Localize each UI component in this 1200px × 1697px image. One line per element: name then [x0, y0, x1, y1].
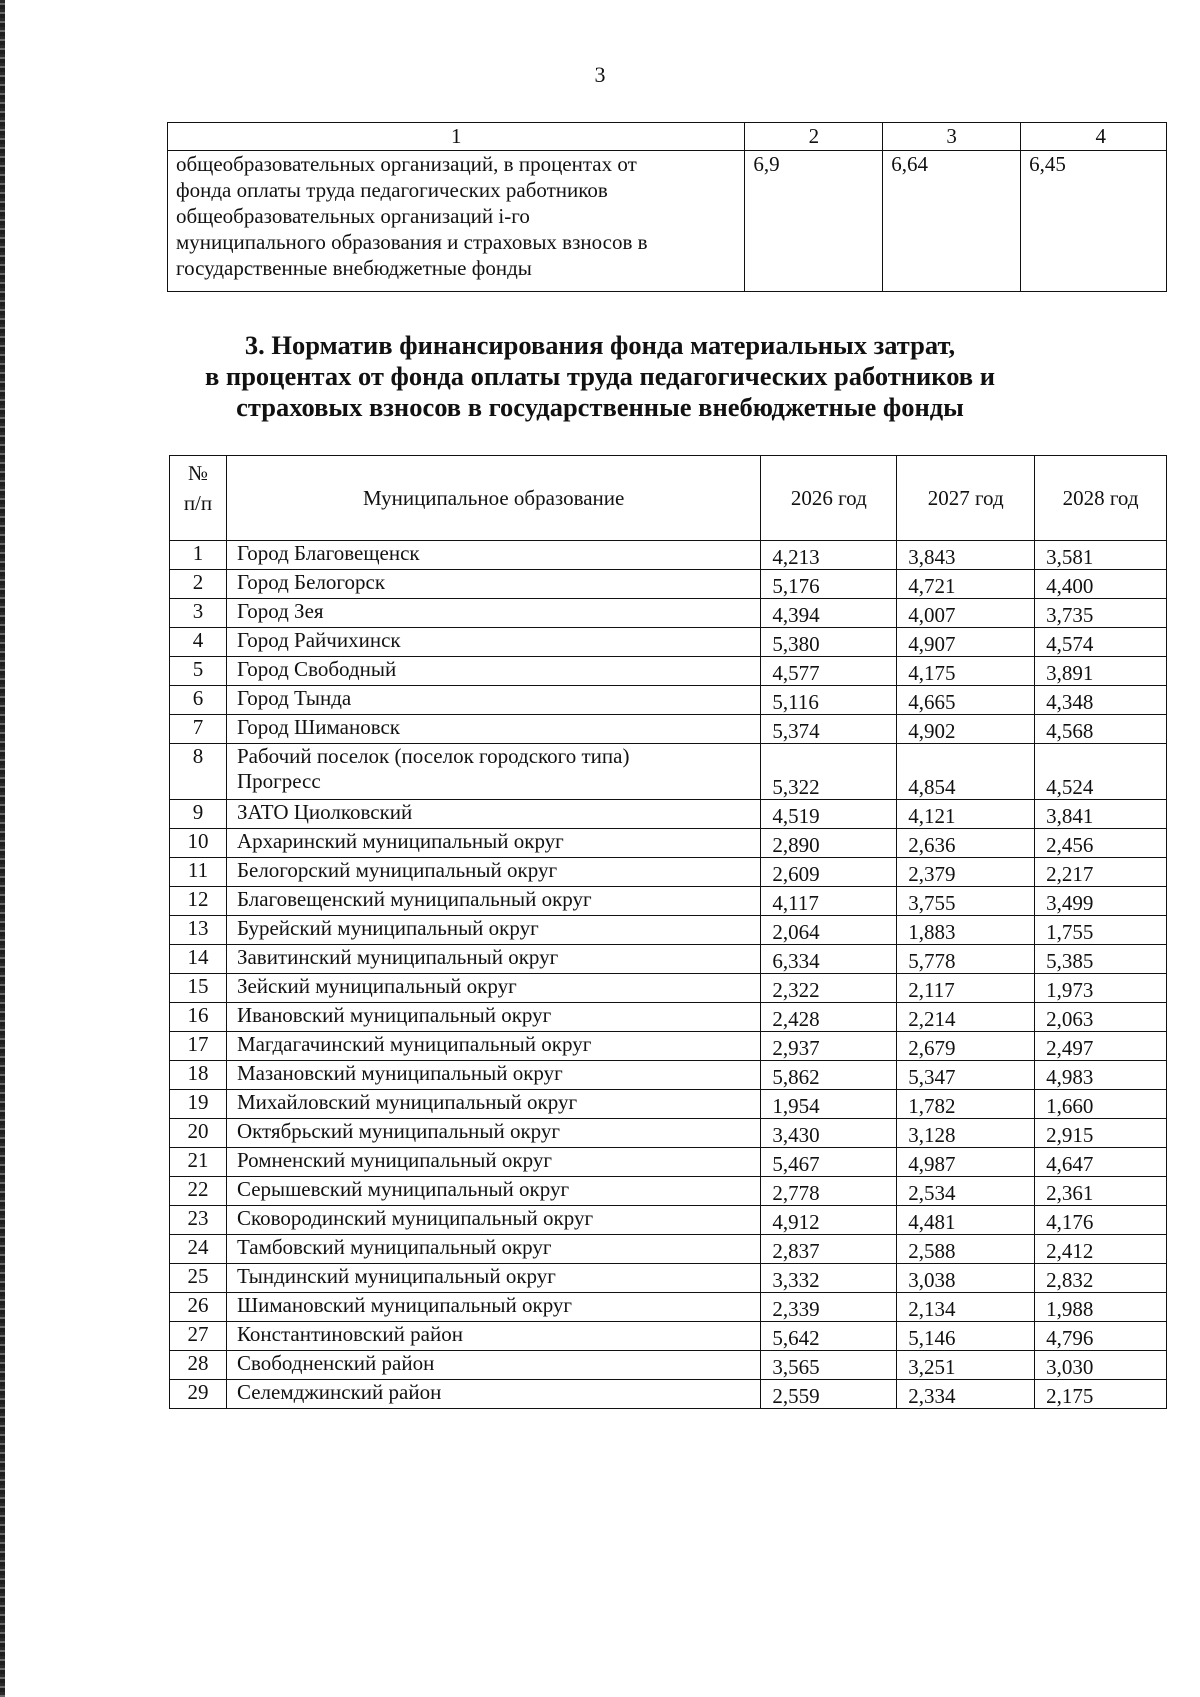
value-2027-cell: 2,588 [897, 1235, 1035, 1264]
value-2027-cell: 6,64 [883, 151, 1021, 292]
norm-table-header [170, 456, 1167, 541]
value-2026-cell: 5,380 [761, 628, 897, 657]
value-2027-cell: 2,334 [897, 1380, 1035, 1409]
continuation-table [167, 122, 1167, 292]
value-2028-cell: 4,400 [1035, 570, 1167, 599]
table-row [170, 1351, 1167, 1380]
row-number-cell: 9 [170, 800, 227, 829]
row-number-cell: 18 [170, 1061, 227, 1090]
table-row [170, 1293, 1167, 1322]
value-2027-cell: 2,214 [897, 1003, 1035, 1032]
municipality-name-line: Тамбовский муниципальный округ [236, 1235, 552, 1259]
municipality-name-cell [226, 1322, 760, 1351]
table-row [170, 1090, 1167, 1119]
table-row [170, 628, 1167, 657]
name-column-header: Муниципальное образование [226, 456, 760, 541]
municipality-name-cell [226, 1380, 760, 1409]
municipality-name-cell [226, 1206, 760, 1235]
column-number-header: 4 [1021, 123, 1167, 151]
municipality-name-cell [226, 599, 760, 628]
section-title [0, 330, 1200, 423]
table-row [170, 1177, 1167, 1206]
continuation-row [168, 151, 1167, 292]
value-2027-cell: 3,038 [897, 1264, 1035, 1293]
table-row [170, 599, 1167, 628]
municipality-name-cell [226, 541, 760, 570]
continuation-text-line: фонда оплаты труда педагогических работников [176, 178, 608, 202]
value-2028-cell: 2,361 [1035, 1177, 1167, 1206]
value-2027-cell: 4,481 [897, 1206, 1035, 1235]
value-2028-cell: 4,574 [1035, 628, 1167, 657]
value-2026-cell: 2,559 [761, 1380, 897, 1409]
municipality-name-cell [226, 1235, 760, 1264]
table-row [170, 715, 1167, 744]
number-sign-label: № [187, 461, 208, 485]
value-2027-cell: 4,721 [897, 570, 1035, 599]
value-2026-cell: 2,428 [761, 1003, 897, 1032]
table-row [170, 541, 1167, 570]
municipality-name-line: Шимановский муниципальный округ [236, 1293, 573, 1317]
value-2026-cell: 4,394 [761, 599, 897, 628]
municipality-name-line: Город Благовещенск [236, 541, 420, 565]
municipality-name-line: Город Райчихинск [236, 628, 401, 652]
table-row [170, 1380, 1167, 1409]
value-2026-cell: 3,430 [761, 1119, 897, 1148]
table-row [170, 1061, 1167, 1090]
year-2028-header: 2028 год [1035, 456, 1167, 541]
continuation-text-line: общеобразовательных организаций, в процентах от [176, 152, 637, 176]
municipality-name-cell [226, 628, 760, 657]
row-number-cell: 12 [170, 887, 227, 916]
row-number-cell: 16 [170, 1003, 227, 1032]
value-2027-cell: 3,128 [897, 1119, 1035, 1148]
value-2028-cell: 2,175 [1035, 1380, 1167, 1409]
year-2027-header: 2027 год [897, 456, 1035, 541]
row-number-cell: 29 [170, 1380, 227, 1409]
value-2028-cell: 1,988 [1035, 1293, 1167, 1322]
municipality-name-cell [226, 1293, 760, 1322]
continuation-header-row [168, 123, 1167, 151]
municipality-name-cell [226, 1003, 760, 1032]
municipality-name-cell [226, 1351, 760, 1380]
value-2028-cell: 3,499 [1035, 887, 1167, 916]
norm-table [169, 455, 1167, 1409]
table-row [170, 829, 1167, 858]
value-2027-cell: 3,251 [897, 1351, 1035, 1380]
municipality-name-line: Прогресс [236, 769, 321, 793]
value-2028-cell: 2,915 [1035, 1119, 1167, 1148]
value-2027-cell: 3,755 [897, 887, 1035, 916]
table-row [170, 686, 1167, 715]
municipality-name-cell [226, 1061, 760, 1090]
table-row [170, 1148, 1167, 1177]
row-number-cell: 13 [170, 916, 227, 945]
municipality-name-line: ЗАТО Циолковский [236, 800, 413, 824]
table-row [170, 858, 1167, 887]
table-row [170, 887, 1167, 916]
table-row [170, 800, 1167, 829]
municipality-name-line: Благовещенский муниципальный округ [236, 887, 592, 911]
municipality-name-line: Октябрьский муниципальный округ [236, 1119, 561, 1143]
municipality-name-line: Рабочий поселок (поселок городского типа) [236, 744, 630, 768]
row-number-cell: 19 [170, 1090, 227, 1119]
value-2028-cell: 4,796 [1035, 1322, 1167, 1351]
value-2026-cell: 5,116 [761, 686, 897, 715]
table-row [170, 1032, 1167, 1061]
municipality-name-cell [226, 657, 760, 686]
table-row [170, 570, 1167, 599]
row-number-cell: 24 [170, 1235, 227, 1264]
section-title-line: в процентах от фонда оплаты труда педагогических работников и [204, 361, 996, 391]
column-number-header: 2 [745, 123, 883, 151]
row-number-cell: 27 [170, 1322, 227, 1351]
value-2026-cell: 5,374 [761, 715, 897, 744]
municipality-name-cell [226, 1119, 760, 1148]
municipality-name-line: Зейский муниципальный округ [236, 974, 517, 998]
value-2028-cell: 5,385 [1035, 945, 1167, 974]
value-2026-cell: 5,176 [761, 570, 897, 599]
row-number-cell: 20 [170, 1119, 227, 1148]
municipality-name-cell [226, 916, 760, 945]
value-2026-cell: 3,565 [761, 1351, 897, 1380]
value-2027-cell: 5,146 [897, 1322, 1035, 1351]
page-number: 3 [594, 62, 606, 87]
table-row [170, 974, 1167, 1003]
municipality-name-line: Завитинский муниципальный округ [236, 945, 559, 969]
municipality-name-line: Серышевский муниципальный округ [236, 1177, 570, 1201]
value-2028-cell: 2,832 [1035, 1264, 1167, 1293]
continuation-text-line: государственные внебюджетные фонды [176, 256, 532, 280]
value-2028-cell: 4,176 [1035, 1206, 1167, 1235]
row-number-cell: 6 [170, 686, 227, 715]
column-number-header: 3 [883, 123, 1021, 151]
municipality-name-line: Свободненский район [236, 1351, 435, 1375]
value-2026-cell: 3,332 [761, 1264, 897, 1293]
row-number-cell: 22 [170, 1177, 227, 1206]
value-2026-cell: 4,117 [761, 887, 897, 916]
row-number-cell: 1 [170, 541, 227, 570]
year-2026-header: 2026 год [761, 456, 897, 541]
value-2028-cell: 3,030 [1035, 1351, 1167, 1380]
value-2026-cell: 4,912 [761, 1206, 897, 1235]
value-2027-cell: 4,121 [897, 800, 1035, 829]
row-number-cell: 26 [170, 1293, 227, 1322]
number-column-header [170, 456, 227, 541]
municipality-name-cell [226, 1177, 760, 1206]
value-2028-cell: 1,973 [1035, 974, 1167, 1003]
value-2028-cell: 4,568 [1035, 715, 1167, 744]
value-2028-cell: 4,348 [1035, 686, 1167, 715]
municipality-name-cell [226, 715, 760, 744]
row-number-cell: 21 [170, 1148, 227, 1177]
municipality-name-cell [226, 858, 760, 887]
value-2026-cell: 5,862 [761, 1061, 897, 1090]
value-2027-cell: 4,175 [897, 657, 1035, 686]
municipality-name-line: Город Белогорск [236, 570, 386, 594]
row-number-cell: 3 [170, 599, 227, 628]
scan-edge [0, 0, 5, 1697]
value-2027-cell: 5,347 [897, 1061, 1035, 1090]
row-number-cell: 5 [170, 657, 227, 686]
value-2026-cell: 2,837 [761, 1235, 897, 1264]
row-number-cell: 7 [170, 715, 227, 744]
municipality-name-line: Город Свободный [236, 657, 397, 681]
value-2028-cell: 2,456 [1035, 829, 1167, 858]
value-2028-cell: 2,063 [1035, 1003, 1167, 1032]
value-2028-cell: 1,755 [1035, 916, 1167, 945]
row-number-cell: 23 [170, 1206, 227, 1235]
municipality-name-line: Мазановский муниципальный округ [236, 1061, 563, 1085]
order-label: п/п [183, 491, 213, 515]
value-2026-cell: 4,213 [761, 541, 897, 570]
value-2026-cell: 2,937 [761, 1032, 897, 1061]
value-2027-cell: 4,987 [897, 1148, 1035, 1177]
value-2027-cell: 4,902 [897, 715, 1035, 744]
municipality-name-cell [226, 686, 760, 715]
municipality-name-cell [226, 1032, 760, 1061]
value-2026-cell: 2,890 [761, 829, 897, 858]
table-row [170, 1235, 1167, 1264]
value-2028-cell: 1,660 [1035, 1090, 1167, 1119]
value-2027-cell: 2,379 [897, 858, 1035, 887]
value-2026-cell: 4,519 [761, 800, 897, 829]
municipality-name-line: Город Шимановск [236, 715, 401, 739]
value-2028-cell: 3,841 [1035, 800, 1167, 829]
municipality-name-cell [226, 744, 760, 800]
row-number-cell: 4 [170, 628, 227, 657]
value-2026-cell: 2,609 [761, 858, 897, 887]
row-number-cell: 2 [170, 570, 227, 599]
row-number-cell: 28 [170, 1351, 227, 1380]
column-number-header: 1 [168, 123, 745, 151]
value-2027-cell: 2,134 [897, 1293, 1035, 1322]
municipality-name-line: Город Зея [236, 599, 324, 623]
value-2026-cell: 2,322 [761, 974, 897, 1003]
value-2027-cell: 2,117 [897, 974, 1035, 1003]
table-row [170, 1206, 1167, 1235]
row-number-cell: 10 [170, 829, 227, 858]
table-row [170, 744, 1167, 800]
row-number-cell: 25 [170, 1264, 227, 1293]
value-2027-cell: 4,907 [897, 628, 1035, 657]
row-number-cell: 8 [170, 744, 227, 800]
value-2026-cell: 2,064 [761, 916, 897, 945]
table-row [170, 945, 1167, 974]
value-2026-cell: 2,339 [761, 1293, 897, 1322]
municipality-name-cell [226, 1090, 760, 1119]
section-title-line: страховых взносов в государственные внебюджетные фонды [236, 392, 964, 422]
row-number-cell: 15 [170, 974, 227, 1003]
municipality-name-line: Константиновский район [236, 1322, 463, 1346]
municipality-name-line: Архаринский муниципальный округ [236, 829, 564, 853]
municipality-name-line: Селемджинский район [236, 1380, 442, 1404]
continuation-text-line: муниципального образования и страховых взносов в [176, 230, 648, 254]
municipality-name-cell [226, 800, 760, 829]
value-2027-cell: 5,778 [897, 945, 1035, 974]
value-2028-cell: 3,891 [1035, 657, 1167, 686]
value-2027-cell: 1,883 [897, 916, 1035, 945]
value-2027-cell: 3,843 [897, 541, 1035, 570]
table-row [170, 916, 1167, 945]
continuation-text-line: общеобразовательных организаций i-го [176, 204, 530, 228]
municipality-name-cell [226, 570, 760, 599]
value-2026-cell: 5,467 [761, 1148, 897, 1177]
value-2028-cell: 4,983 [1035, 1061, 1167, 1090]
municipality-name-line: Ромненский муниципальный округ [236, 1148, 552, 1172]
value-2028-cell: 4,524 [1035, 744, 1167, 800]
value-2028-cell: 2,217 [1035, 858, 1167, 887]
municipality-name-line: Город Тында [236, 686, 352, 710]
municipality-name-line: Бурейский муниципальный округ [236, 916, 539, 940]
continuation-text-cell [168, 151, 745, 292]
value-2026-cell: 6,334 [761, 945, 897, 974]
value-2028-cell: 4,647 [1035, 1148, 1167, 1177]
value-2026-cell: 4,577 [761, 657, 897, 686]
value-2026-cell: 5,322 [761, 744, 897, 800]
municipality-name-line: Белогорский муниципальный округ [236, 858, 558, 882]
value-2027-cell: 4,854 [897, 744, 1035, 800]
value-2028-cell: 2,412 [1035, 1235, 1167, 1264]
table-row [170, 1003, 1167, 1032]
municipality-name-cell [226, 945, 760, 974]
municipality-name-line: Тындинский муниципальный округ [236, 1264, 556, 1288]
value-2026-cell: 1,954 [761, 1090, 897, 1119]
value-2027-cell: 2,534 [897, 1177, 1035, 1206]
table-row [170, 1264, 1167, 1293]
value-2027-cell: 2,679 [897, 1032, 1035, 1061]
table-row [170, 1119, 1167, 1148]
municipality-name-cell [226, 1148, 760, 1177]
municipality-name-line: Сковородинский муниципальный округ [236, 1206, 594, 1230]
municipality-name-line: Ивановский муниципальный округ [236, 1003, 552, 1027]
value-2026-cell: 6,9 [745, 151, 883, 292]
section-title-line: 3. Норматив финансирования фонда материальных затрат, [244, 330, 956, 360]
value-2028-cell: 3,735 [1035, 599, 1167, 628]
municipality-name-cell [226, 829, 760, 858]
table-row [170, 657, 1167, 686]
row-number-cell: 11 [170, 858, 227, 887]
row-number-cell: 14 [170, 945, 227, 974]
municipality-name-cell [226, 974, 760, 1003]
value-2027-cell: 1,782 [897, 1090, 1035, 1119]
municipality-name-cell [226, 1264, 760, 1293]
municipality-name-cell [226, 887, 760, 916]
value-2028-cell: 2,497 [1035, 1032, 1167, 1061]
row-number-cell: 17 [170, 1032, 227, 1061]
value-2027-cell: 2,636 [897, 829, 1035, 858]
value-2026-cell: 2,778 [761, 1177, 897, 1206]
value-2028-cell: 6,45 [1021, 151, 1167, 292]
municipality-name-line: Михайловский муниципальный округ [236, 1090, 578, 1114]
value-2028-cell: 3,581 [1035, 541, 1167, 570]
value-2027-cell: 4,007 [897, 599, 1035, 628]
table-row [170, 1322, 1167, 1351]
municipality-name-line: Магдагачинский муниципальный округ [236, 1032, 592, 1056]
value-2027-cell: 4,665 [897, 686, 1035, 715]
value-2026-cell: 5,642 [761, 1322, 897, 1351]
